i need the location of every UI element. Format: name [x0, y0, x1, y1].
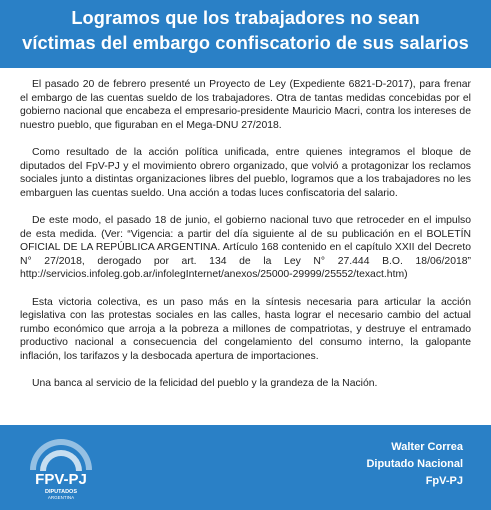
page-title — [0, 6, 491, 56]
signature-name: Walter Correa — [391, 441, 463, 453]
statement-body — [20, 78, 471, 391]
paragraph-2: Como resultado de la acción política unificada, entre quienes integramos el bloque de diputados del FpV-PJ y el movimiento obrero organizado, que volvió a protagonizar los reclamos sociales junto a distintas organizaciones libres del pueblo, logramos que a los trabajadores no les embarguen las cuentas sueldo. Una acción a todas luces confiscatoria del salario. — [20, 146, 471, 199]
paragraph-1: El pasado 20 de febrero presenté un Proyecto de Ley (Expediente 6821-D-2017), para frenar el embargo de las cuentas sueldo de los trabajadores. Otra de tantas medidas concebidas por el gobierno nacional que encabeza el empresario-presidente Mauricio Macri, contra los intereses de nuestro pueblo, que figuraban en el Mega-DNU 27/2018. — [20, 79, 471, 131]
footer-banner — [0, 425, 491, 510]
title-line-2: víctimas del embargo confiscatorio de sus salarios — [22, 33, 469, 53]
title-line-1: Logramos que los trabajadores no sean — [71, 8, 420, 28]
logo-subtext-1: DIPUTADOS — [45, 489, 77, 495]
paragraph-3: De este modo, el pasado 18 de junio, el gobierno nacional tuvo que retroceder en el impulso de esta medida. (Ver: “Vigencia: a partir del día siguiente al de su publicación en el BOLETÍN OFICIAL DE LA REPÚBLICA ARGENTINA. Artículo 168 contenido en el capítulo XXII del Decreto N° 27/2018, derogado por art. 134 de la Ley N° 27.444 B.O. 18/06/2018” http://servicios.infoleg.gob.ar/infolegInternet/anexos/25000-29999/25552/texact.htm) — [20, 214, 471, 281]
paragraph-5: Una banca al servicio de la felicidad del pueblo y la grandeza de la Nación. — [32, 378, 378, 390]
header-banner — [0, 0, 491, 68]
paragraph-4: Esta victoria colectiva, es un paso más en la síntesis necesaria para articular la acción legislativa con las protestas sociales en las calles, hasta lograr el necesario cambio del actual rumbo económico que arroja a la pobreza a millones de compatriotas, y destruye el entramado productivo nacional a consecuencia del congelamiento del consumo interno, la galopante inflación, los tarifazos y la desbocada apertura de importaciones. — [20, 296, 471, 362]
sun-rays-icon — [30, 439, 92, 471]
fpv-pj-logo — [26, 435, 96, 505]
signature-role: Diputado Nacional — [366, 458, 463, 470]
logo-text: FPV-PJ — [35, 471, 87, 488]
signature-party: FpV-PJ — [425, 475, 463, 487]
logo-subtext-2: ARGENTINA — [47, 495, 75, 500]
signature-block — [366, 439, 463, 490]
